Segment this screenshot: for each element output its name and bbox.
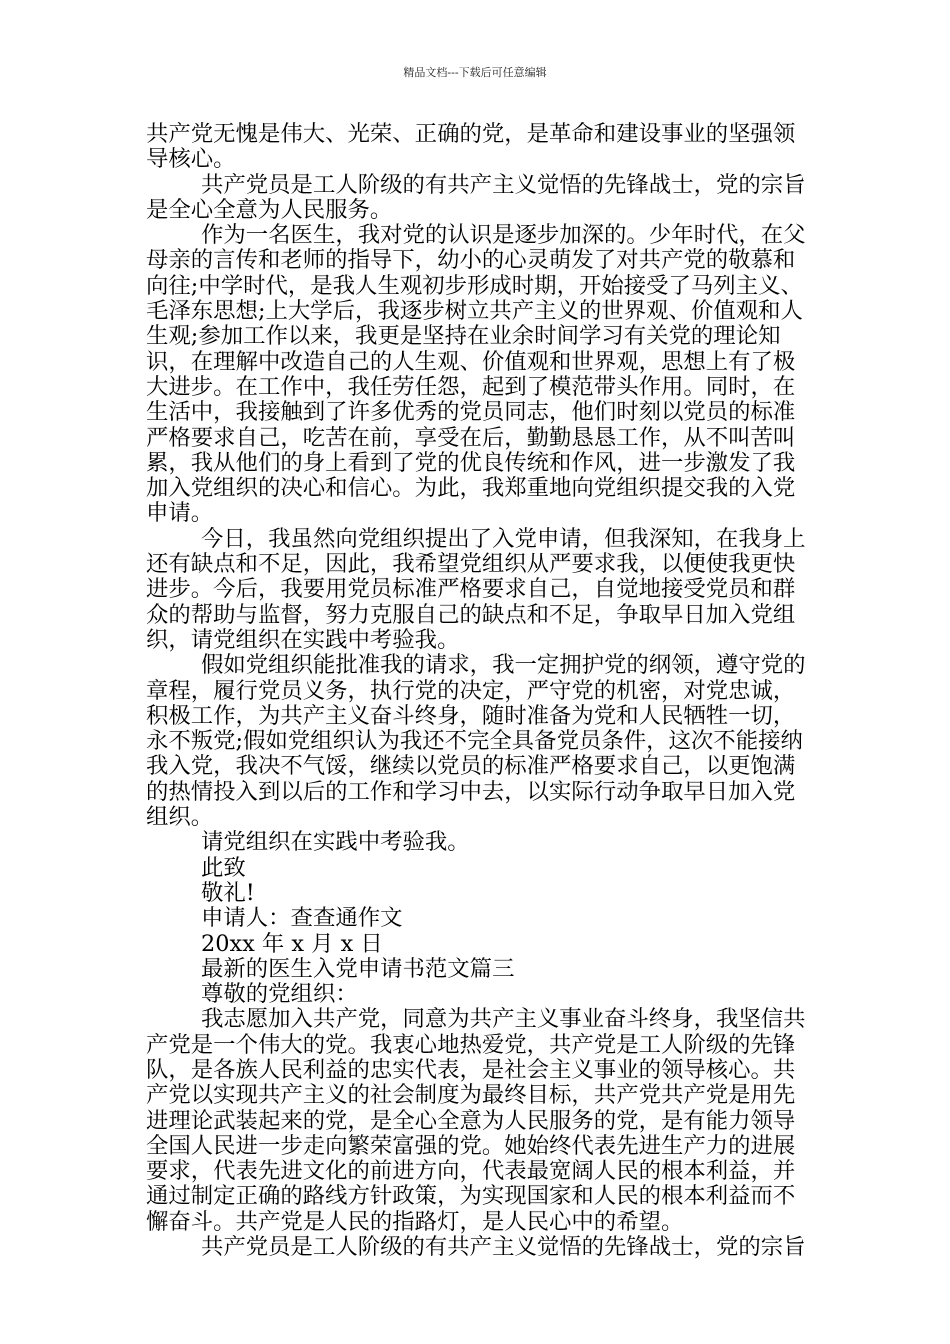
paragraph: 假如党组织能批准我的请求，我一定拥护党的纲领，遵守党的章程，履行党员义务，执行党的决定，严守党的机密，对党忠诚，积极工作，为共产主义奋斗终身，随时准备为党和人民牺牲一切，永不叛党;假如党组织认为我还不完全具备党员条件，这次不能接纳我入党，我决不气馁，继续以党员的标准严格要求自己，以更饱满的热情投入到以后的工作和学习中去，以实际行动争取早日加入党组织。 <box>146 652 806 831</box>
paragraph: 今日，我虽然向党组织提出了入党申请，但我深知，在我身上还有缺点和不足，因此，我希望党组织从严要求我，以便使我更快进步。今后，我要用党员标准严格要求自己，自觉地接受党员和群众的帮助与监督，努力克服自己的缺点和不足，争取早日加入党组织，请党组织在实践中考验我。 <box>146 525 806 653</box>
paragraph: 共产党员是工人阶级的有共产主义觉悟的先锋战士，党的宗旨是全心全意为人民服务。 <box>146 171 806 223</box>
salutation-line: 此致 <box>201 854 246 881</box>
section-title: 最新的医生入党申请书范文篇三 <box>201 955 515 982</box>
closing-line: 请党组织在实践中考验我。 <box>201 829 470 856</box>
paragraph: 共产党员是工人阶级的有共产主义觉悟的先锋战士，党的宗旨 <box>201 1234 806 1261</box>
salutation-line: 敬礼! <box>201 879 255 906</box>
document-body <box>146 122 807 1260</box>
paragraph: 我志愿加入共产党，同意为共产主义事业奋斗终身，我坚信共产党是一个伟大的党。我衷心地热爱党，共产党是工人阶级的先锋队，是各族人民利益的忠实代表，是社会主义事业的领导核心。共产党以实现共产主义的社会制度为最终目标，共产党共产党是用先进理论武装起来的党，是全心全意为人民服务的党，是有能力领导全国人民进一步走向繁荣富强的党。她始终代表先进生产力的进展要求，代表先进文化的前进方向，代表最宽阔人民的根本利益，并通过制定正确的路线方针政策，为实现国家和人民的根本利益而不懈奋斗。共产党是人民的指路灯，是人民心中的希望。 <box>146 1006 806 1235</box>
paragraph: 共产党无愧是伟大、光荣、正确的党，是革命和建设事业的坚强领导核心。 <box>146 121 796 173</box>
greeting-line: 尊敬的党组织： <box>201 981 358 1008</box>
page-header: 精品文档---下载后可任意编辑 <box>403 66 547 79</box>
date-line: 20xx 年 x 月 x 日 <box>201 930 383 957</box>
paragraph: 作为一名医生，我对党的认识是逐步加深的。少年时代，在父母亲的言传和老师的指导下，幼小的心灵萌发了对共产党的敬慕和向往;中学时代，是我人生观初步形成时期，开始接受了马列主义、毛泽东思想;上大学后，我逐步树立共产主义的世界观、价值观和人生观;参加工作以来，我更是坚持在业余时间学习有关党的理论知识，在理解中改造自己的人生观、价值观和世界观，思想上有了极大进步。在工作中，我任劳任怨，起到了模范带头作用。同时，在生活中，我接触到了许多优秀的党员同志，他们时刻以党员的标准严格要求自己，吃苦在前，享受在后，勤勤恳恳工作，从不叫苦叫累，我从他们的身上看到了党的优良传统和作风，进一步激发了我加入党组织的决心和信心。为此，我郑重地向党组织提交我的入党申请。 <box>146 222 806 527</box>
applicant-line: 申请人：查查通作文 <box>201 905 403 932</box>
